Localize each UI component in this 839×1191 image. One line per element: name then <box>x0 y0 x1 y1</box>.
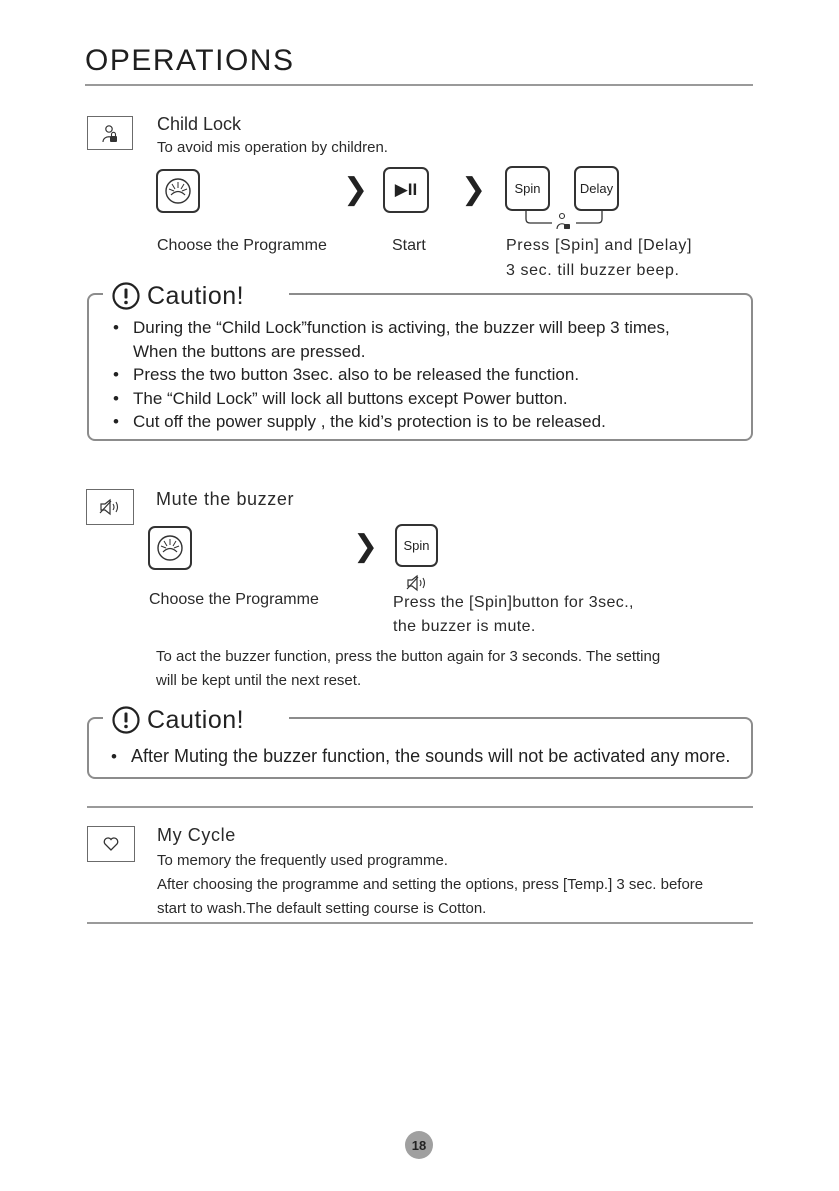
my-cycle-instructions-2: start to wash.The default setting course is Cotton. <box>157 900 487 917</box>
section-divider <box>87 806 753 808</box>
programme-dial-icon <box>155 533 185 563</box>
step-label-press-spin-delay: Press [Spin] and [Delay] <box>506 237 693 254</box>
mute-icon-box <box>86 489 134 525</box>
step-label-programme: Choose the Programme <box>157 237 327 254</box>
caution-title: Caution! <box>147 281 245 310</box>
caution-item: • During the “Child Lock”function is activing, the buzzer will beep 3 times, When the buttons are pressed. <box>111 316 741 363</box>
start-pause-button[interactable] <box>383 167 429 213</box>
mute-note: To act the buzzer function, press the button again for 3 seconds. The setting <box>156 648 661 665</box>
child-lock-description: To avoid mis operation by children. <box>157 139 388 156</box>
spin-button[interactable] <box>395 524 438 567</box>
caution-icon <box>111 281 141 311</box>
child-lock-icon <box>99 122 121 144</box>
heart-icon <box>103 837 119 851</box>
child-lock-title: Child Lock <box>157 114 242 134</box>
step-label-press-spin-delay-2: 3 sec. till buzzer beep. <box>506 262 680 279</box>
step-label-press-spin: Press the [Spin]button for 3sec., <box>393 594 634 611</box>
mute-icon <box>98 498 122 516</box>
caution-title: Caution! <box>147 705 245 734</box>
mute-note-2: will be kept until the next reset. <box>156 672 362 689</box>
spin-button-label: Spin <box>514 181 541 196</box>
programme-dial-button[interactable] <box>148 526 192 570</box>
caution-item: • The “Child Lock” will lock all buttons except Power button. <box>111 387 741 411</box>
my-cycle-instructions: After choosing the programme and setting the options, press [Temp.] 3 sec. before <box>157 876 704 893</box>
chevron-right-icon: ❯ <box>353 530 379 563</box>
caution-item: • After Muting the buzzer function, the sounds will not be activated any more. <box>109 745 749 769</box>
section-divider <box>87 922 753 924</box>
my-cycle-icon-box <box>87 826 135 862</box>
my-cycle-description: To memory the frequently used programme. <box>157 852 448 869</box>
mute-title: Mute the buzzer <box>156 489 295 509</box>
step-label-start: Start <box>392 237 426 254</box>
caution-list <box>109 745 749 769</box>
child-lock-icon-box <box>87 116 133 150</box>
caution-heading <box>103 705 289 735</box>
mute-icon <box>405 574 429 592</box>
title-divider <box>85 84 753 86</box>
child-lock-icon <box>557 214 570 230</box>
spin-button[interactable] <box>505 166 550 211</box>
spin-delay-bracket <box>520 209 608 233</box>
caution-item: • Press the two button 3sec. also to be released the function. <box>111 363 741 387</box>
caution-icon <box>111 705 141 735</box>
programme-dial-button[interactable] <box>156 169 200 213</box>
caution-heading <box>103 281 289 311</box>
spin-button-label: Spin <box>403 538 430 553</box>
page-number: 18 <box>405 1131 433 1159</box>
delay-button[interactable] <box>574 166 619 211</box>
step-label-press-spin-2: the buzzer is mute. <box>393 618 536 635</box>
my-cycle-title: My Cycle <box>157 825 236 845</box>
caution-list <box>111 316 741 434</box>
programme-dial-icon <box>163 176 193 206</box>
chevron-right-icon: ❯ <box>343 173 369 206</box>
caution-item: • Cut off the power supply , the kid’s protection is to be released. <box>111 410 741 434</box>
start-pause-icon: ▶II <box>394 180 418 199</box>
page-title: OPERATIONS <box>85 44 295 77</box>
step-label-programme: Choose the Programme <box>149 591 319 608</box>
caution-box-child-lock <box>87 293 753 441</box>
delay-button-label: Delay <box>579 181 614 196</box>
chevron-right-icon: ❯ <box>461 173 487 206</box>
